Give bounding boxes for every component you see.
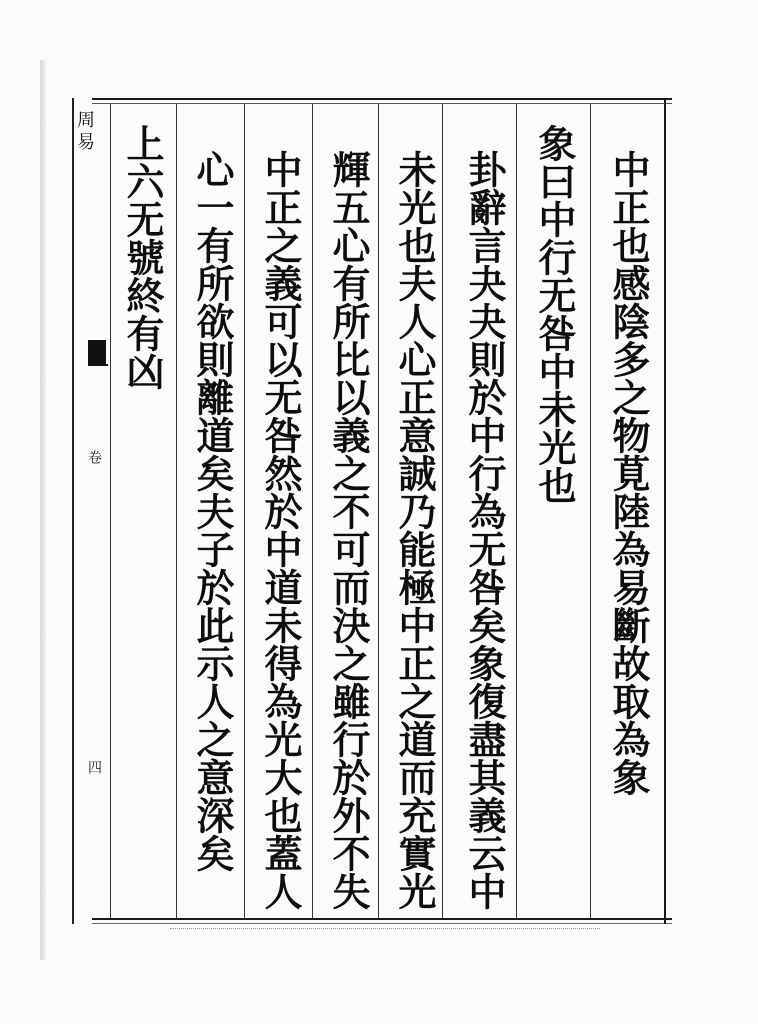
fish-tail-line [88, 364, 108, 372]
column-divider [110, 104, 111, 918]
text-column-6: 中正之義可以无咎然於中道未得為光大也蓋人 [258, 150, 303, 910]
text-column-2: 象曰中行无咎中未光也 [532, 124, 577, 504]
column-divider [312, 104, 313, 918]
text-column-5: 輝五心有所比以義之不可而決之雖行於外不失 [326, 150, 371, 910]
bottom-border-inner [92, 923, 672, 924]
column-divider [244, 104, 245, 918]
text-column-4: 未光也夫人心正意誠乃能極中正之道而充實光 [392, 150, 437, 910]
fore-edge-column [72, 98, 100, 924]
top-border [92, 98, 672, 100]
page-number: 四 [86, 760, 102, 774]
margin-title: 周易 [74, 110, 95, 154]
column-divider [590, 104, 591, 918]
top-border-inner [92, 103, 672, 104]
text-column-1: 中正也感陰多之物莧陸為易斷故取為象 [606, 150, 651, 796]
text-column-3: 卦辭言夬夬則於中行為无咎矣象復盡其義云中 [462, 150, 507, 910]
column-divider [442, 104, 443, 918]
fish-tail-mark [88, 340, 106, 364]
right-border [664, 98, 666, 924]
scan-specks [170, 928, 600, 935]
margin-volume: 卷 [86, 450, 102, 464]
column-divider [516, 104, 517, 918]
column-divider [176, 104, 177, 918]
column-divider [378, 104, 379, 918]
text-column-8: 上六无號終有凶 [120, 124, 165, 390]
scan-edge [40, 60, 46, 960]
bottom-border [92, 918, 672, 920]
text-column-7: 心一有所欲則離道矣夫子於此示人之意深矣 [190, 150, 235, 872]
